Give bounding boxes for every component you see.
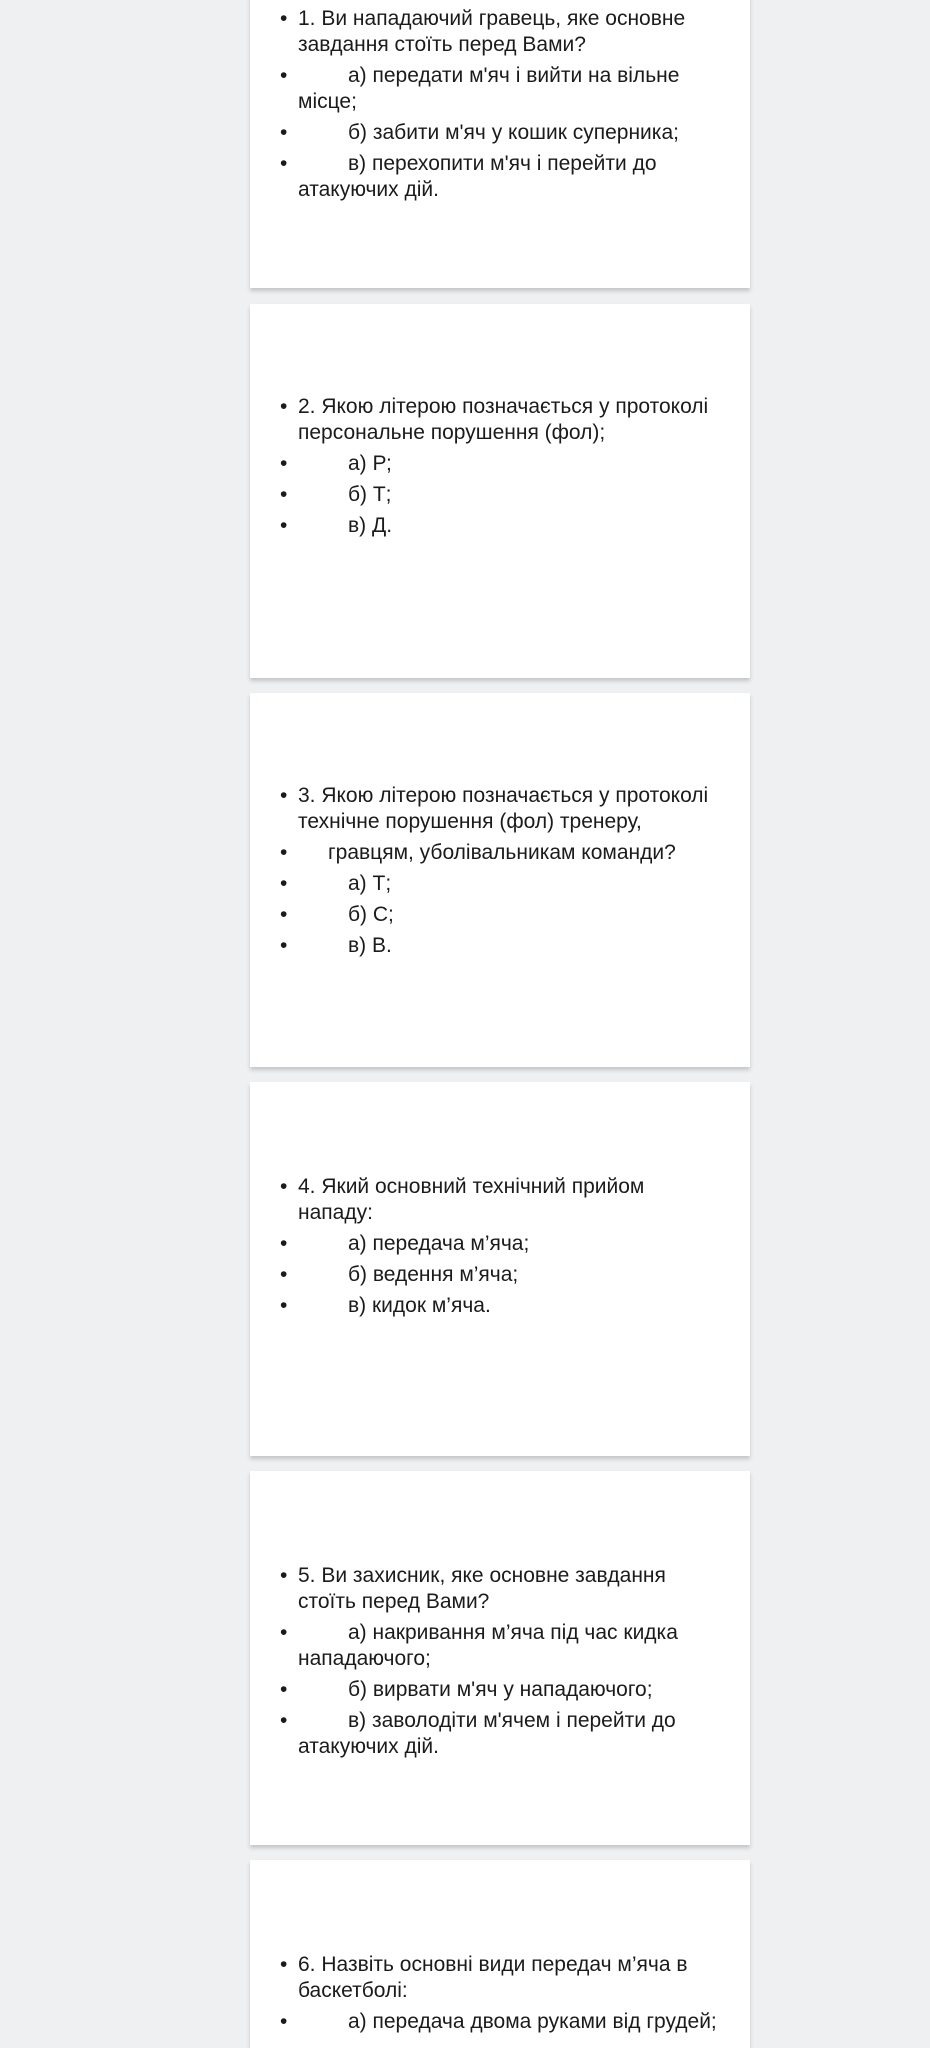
slide-2 xyxy=(250,304,750,678)
answer-option: • а) Т; xyxy=(280,871,724,897)
answer-option: • б) ведення м’яча; xyxy=(280,1262,724,1288)
answer-option: • б) забити м'яч у кошик суперника; xyxy=(280,120,724,146)
question-text: • 6. Назвіть основні види передач м’яча в баскетболі: xyxy=(280,1952,724,2004)
answer-option: • б) Т; xyxy=(280,482,724,508)
question-list xyxy=(280,1563,724,1760)
slide-5 xyxy=(250,1471,750,1845)
answer-option: • а) передача м’яча; xyxy=(280,1231,724,1257)
slide-1 xyxy=(250,0,750,288)
answer-option: • б) С; xyxy=(280,902,724,928)
question-text: • 2. Якою літерою позначається у протоколі персональне порушення (фол); xyxy=(280,394,724,446)
answer-option: • а) Р; xyxy=(280,451,724,477)
slide-4 xyxy=(250,1082,750,1456)
question-list xyxy=(280,394,724,539)
question-text: • 4. Який основний технічний прийом нападу: xyxy=(280,1174,724,1226)
slide-6 xyxy=(250,1860,750,2048)
answer-option: • а) передати м'яч і вийти на вільне місце; xyxy=(280,63,724,115)
question-list xyxy=(280,1952,724,2035)
question-text: • 3. Якою літерою позначається у протоколі технічне порушення (фол) тренеру, xyxy=(280,783,724,835)
answer-option: • в) В. xyxy=(280,933,724,959)
question-list xyxy=(280,6,724,203)
answer-option: • в) Д. xyxy=(280,513,724,539)
answer-option: • б) вирвати м'яч у нападаючого; xyxy=(280,1677,724,1703)
answer-option: • в) перехопити м'яч і перейти до атакуючих дій. xyxy=(280,151,724,203)
slide-3 xyxy=(250,693,750,1067)
question-text: • 5. Ви захисник, яке основне завдання стоїть перед Вами? xyxy=(280,1563,724,1615)
question-list xyxy=(280,1174,724,1319)
question-text: • 1. Ви нападаючий гравець, яке основне завдання стоїть перед Вами? xyxy=(280,6,724,58)
answer-option: • а) накривання м’яча під час кидка нападаючого; xyxy=(280,1620,724,1672)
answer-option: • а) передача двома руками від грудей; xyxy=(280,2009,724,2035)
answer-option: • в) заволодіти м'ячем і перейти до атакуючих дій. xyxy=(280,1708,724,1760)
question-list xyxy=(280,783,724,959)
answer-option: • гравцям, уболівальникам команди? xyxy=(280,840,724,866)
answer-option: • в) кидок м’яча. xyxy=(280,1293,724,1319)
